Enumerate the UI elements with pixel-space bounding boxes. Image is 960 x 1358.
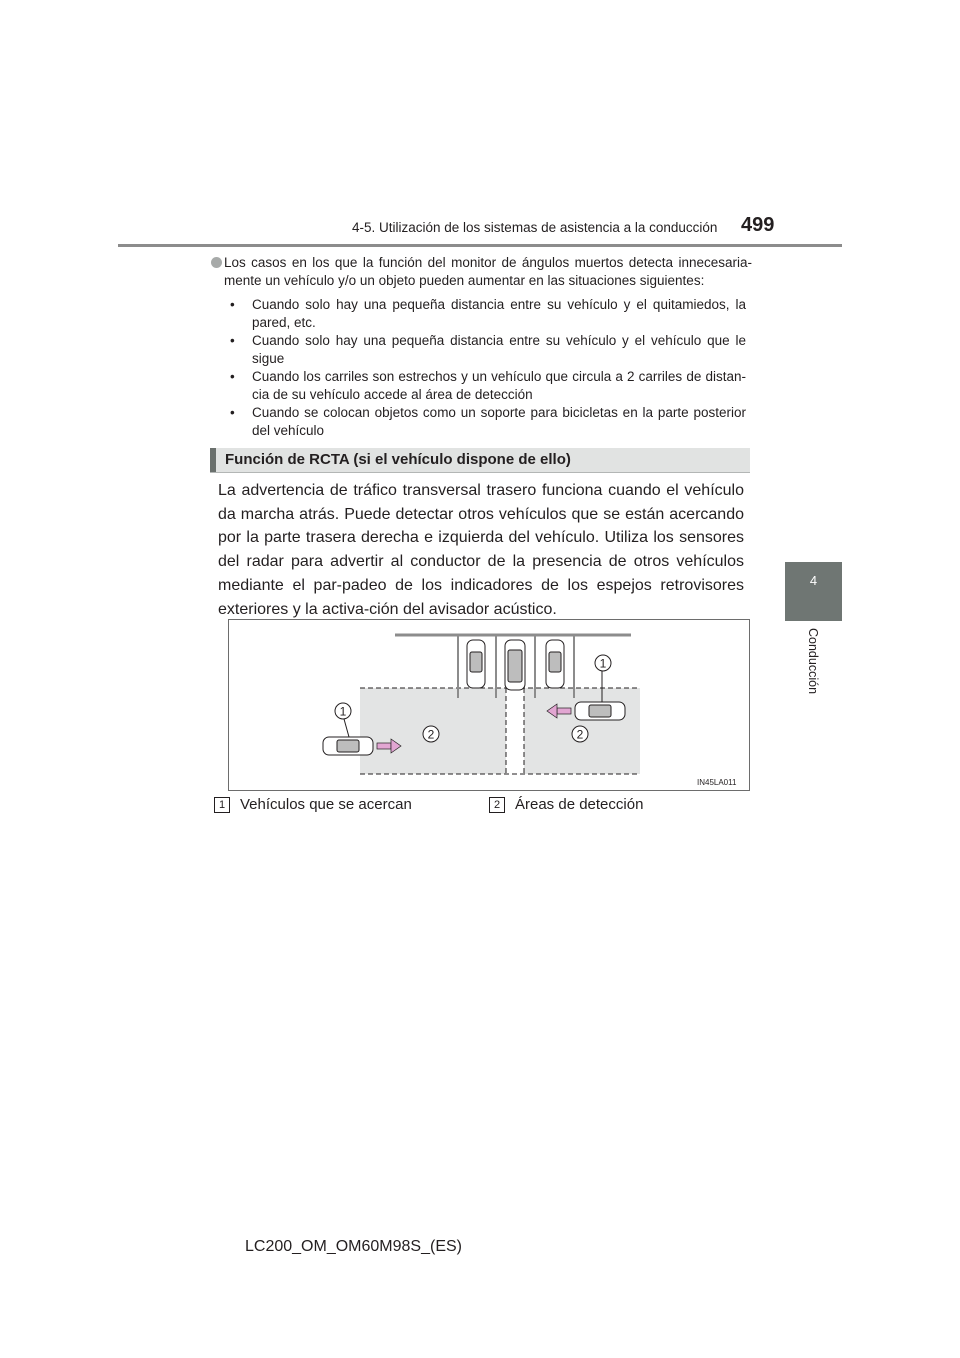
list-bullet-icon: •: [230, 297, 235, 312]
list-item: [230, 368, 746, 404]
legend-number: 2: [489, 797, 505, 813]
callout-number: 1: [339, 704, 347, 719]
parked-cars: [467, 640, 564, 690]
callout-number: 1: [599, 656, 607, 671]
legend-item: [489, 796, 643, 813]
bullet-circle-icon: [211, 257, 222, 268]
list-item-text: Cuando solo hay una pequeña distancia entre su vehículo y el vehículo que le sigue: [252, 333, 746, 366]
list-item: [230, 404, 746, 440]
legend-label: Vehículos que se acercan: [240, 796, 412, 813]
rcta-diagram: [229, 620, 749, 790]
legend-item: [214, 796, 412, 813]
list-item: [230, 332, 746, 368]
approaching-car-right-icon: [575, 702, 625, 720]
chapter-tab: [785, 562, 842, 621]
figure-code: IN45LA011: [697, 778, 737, 787]
document-footer-code: LC200_OM_OM60M98S_(ES): [245, 1238, 462, 1255]
legend-label: Áreas de detección: [515, 796, 644, 813]
legend-number: 1: [214, 797, 230, 813]
approaching-car-left-icon: [323, 737, 373, 755]
chapter-label: [806, 628, 822, 708]
chapter-label-text: Conducción: [806, 628, 820, 695]
list-bullet-icon: •: [230, 369, 235, 384]
chapter-number: 4: [809, 573, 818, 588]
section-heading-edge: [210, 448, 216, 472]
list-item-text: Cuando se colocan objetos como un soporte para bicicletas en la parte posterior del vehículo: [252, 405, 746, 438]
list-bullet-icon: •: [230, 405, 235, 420]
callout-number: 2: [427, 727, 435, 742]
parked-car-icon: [505, 640, 525, 690]
bullet-intro-text: Los casos en los que la función del monitor de ángulos muertos detecta innecesaria-mente un vehículo y/o un objeto pueden aumentar en las situaciones siguientes:: [224, 255, 752, 288]
section-body-text: La advertencia de tráfico transversal trasero funciona cuando el vehículo da marcha atrás. Puede detectar otros vehículos que se están acercando por la parte trasera derecha e izquierda del vehículo. Utiliza los sensores del radar para advertir al conductor de la presencia de otros vehículos mediante el par-padeo de los indicadores de los espejos retrovisores exteriores y la activa-ción del avisador acústico.: [218, 482, 744, 618]
callout-2-left: [423, 726, 439, 742]
callout-2-right: [572, 726, 588, 742]
list-item: [230, 296, 746, 332]
list-bullet-icon: •: [230, 333, 235, 348]
list-item-text: Cuando los carriles son estrechos y un vehículo que circula a 2 carriles de distan-cia de su vehículo accede al área de detección: [252, 369, 746, 402]
callout-number: 2: [576, 727, 584, 742]
callout-1-left: [335, 703, 351, 737]
rcta-illustration: [228, 619, 750, 791]
section-title: Función de RCTA (si el vehículo dispone de ello): [225, 451, 571, 468]
section-heading: [210, 448, 750, 473]
running-header-section: 4-5. Utilización de los sistemas de asistencia a la conducción: [352, 220, 718, 235]
parked-car-icon: [546, 640, 564, 688]
page-number: 499: [741, 214, 775, 236]
conditions-list: [230, 296, 746, 440]
list-item-text: Cuando solo hay una pequeña distancia entre su vehículo y el quitamiedos, la pared, etc.: [252, 297, 746, 330]
parked-car-icon: [467, 640, 485, 688]
header-rule: [118, 244, 842, 247]
